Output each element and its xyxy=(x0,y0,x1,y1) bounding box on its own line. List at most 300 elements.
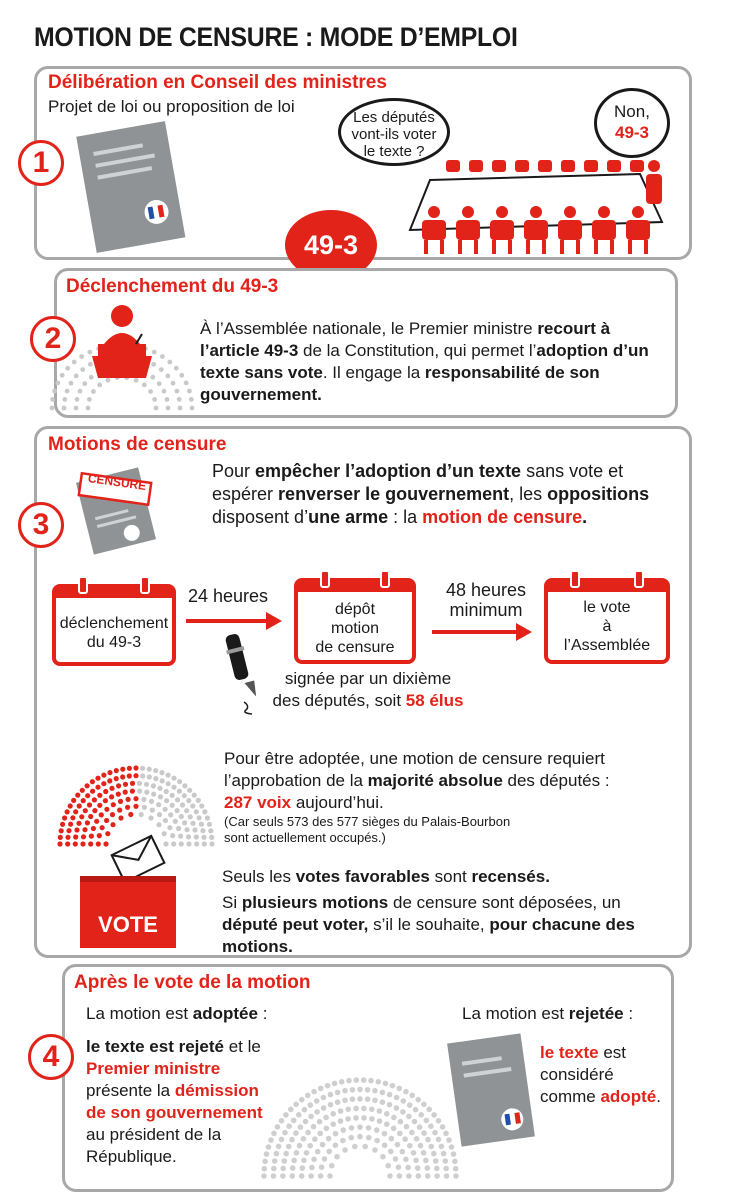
majority-block xyxy=(224,748,664,846)
seat-dot xyxy=(118,799,123,804)
majority-line2 xyxy=(224,770,664,792)
seat-dot xyxy=(380,1090,386,1096)
seat-dot xyxy=(425,1137,431,1143)
signature-note xyxy=(262,668,474,712)
seat-dot xyxy=(57,841,62,846)
seat-dot xyxy=(65,809,70,814)
chair-leg xyxy=(576,240,580,254)
seat-dot xyxy=(147,767,152,772)
seat-dot xyxy=(92,797,97,802)
minister-figure xyxy=(462,206,474,218)
seat-dot xyxy=(95,785,100,790)
seat-dot xyxy=(117,808,122,813)
chair-leg xyxy=(474,240,478,254)
seat-dot xyxy=(389,1136,395,1142)
seat-dot xyxy=(330,1121,336,1127)
seat-dot xyxy=(377,1118,383,1124)
seat-dot xyxy=(372,1088,378,1094)
minister-figure xyxy=(626,220,650,240)
seat-dot xyxy=(411,1150,417,1156)
seat-dot xyxy=(123,790,128,795)
seat-dot xyxy=(103,789,108,794)
step2-number: 2 xyxy=(30,316,76,362)
step3intro-segment: Pour xyxy=(212,461,256,481)
seat-dot xyxy=(366,1135,372,1141)
seat-dot xyxy=(276,1144,282,1150)
seat-dot xyxy=(434,1173,440,1179)
seat-dot xyxy=(436,1118,442,1124)
seat-dot xyxy=(160,778,165,783)
seat-dot xyxy=(391,1115,397,1121)
seat-dot xyxy=(372,1147,378,1153)
seat-dot xyxy=(190,803,195,808)
seat-dot xyxy=(89,375,94,380)
adopted-label-bold: adoptée xyxy=(192,1004,258,1023)
seat-dot xyxy=(104,818,109,823)
seat-dot xyxy=(407,1102,413,1108)
minister-figure xyxy=(428,206,440,218)
seat-dot xyxy=(157,786,162,791)
seat-dot xyxy=(88,362,93,367)
multiple-segment: plusieurs motions xyxy=(241,893,389,912)
seat-dot xyxy=(323,1115,329,1121)
seat-dot xyxy=(167,825,172,830)
signature-line2-prefix: des députés, soit xyxy=(272,691,406,710)
seat-dot xyxy=(82,381,87,386)
cal2-line2: motion xyxy=(330,620,380,637)
seat-dot xyxy=(335,1090,341,1096)
seat-dot xyxy=(321,1105,327,1111)
seat-dot xyxy=(120,774,125,779)
minister-figure xyxy=(524,220,548,240)
seat-dot xyxy=(194,834,199,839)
seat-dot xyxy=(279,1137,285,1143)
seat-dot xyxy=(92,808,97,813)
seat-dot xyxy=(421,1130,427,1136)
seat-dot xyxy=(286,1144,292,1150)
seat-dot xyxy=(309,1165,315,1171)
seat-dot xyxy=(116,783,121,788)
seat-dot xyxy=(353,1106,359,1112)
seat-dot xyxy=(315,1149,321,1155)
seat-dot xyxy=(171,381,176,386)
adopted-label xyxy=(86,1004,267,1024)
seat-dot xyxy=(436,1137,442,1143)
answer-line1: Non, xyxy=(614,102,650,121)
signature-line1: signée par un dixième xyxy=(284,669,452,688)
seat-dot xyxy=(362,1144,368,1150)
seat-dot xyxy=(97,383,102,388)
seat-dot xyxy=(65,841,70,846)
seat-dot xyxy=(342,1088,348,1094)
step1-subtitle: Projet de loi ou proposition de loi xyxy=(48,97,295,116)
seat-dot xyxy=(366,1125,372,1131)
seat-dot xyxy=(387,1173,393,1179)
seat-dot xyxy=(158,794,163,799)
chair-leg xyxy=(542,240,546,254)
seat-dot xyxy=(262,1159,268,1165)
minister-figure xyxy=(598,206,610,218)
seat-dot xyxy=(439,1144,445,1150)
seat-dot xyxy=(74,374,79,379)
favorable-segment: sont xyxy=(429,867,472,886)
seat-dot xyxy=(433,1158,439,1164)
seat-dot xyxy=(349,1125,355,1131)
seat-dot xyxy=(87,802,92,807)
calendar-ring-icon xyxy=(380,570,390,588)
seat-dot xyxy=(404,1124,410,1130)
seat-dot xyxy=(428,1124,434,1130)
seat-dot xyxy=(170,803,175,808)
seat-dot xyxy=(266,1144,272,1150)
seat-dot xyxy=(133,773,138,778)
adopted-segment: et le xyxy=(223,1037,261,1056)
seat-dot xyxy=(184,808,189,813)
seat-dot xyxy=(101,773,106,778)
seat-dot xyxy=(90,789,95,794)
seat-dot xyxy=(133,804,138,809)
seat-dot xyxy=(382,1142,388,1148)
seat-dot xyxy=(123,782,128,787)
seat-dot xyxy=(130,789,135,794)
step2text-segment: recourt à l’article 49-3 xyxy=(200,319,611,360)
seat-dot xyxy=(139,812,144,817)
seat-dot xyxy=(384,1121,390,1127)
seat-dot xyxy=(406,1114,412,1120)
multiple-segment: Si xyxy=(222,893,242,912)
arrow2-line2: minimum xyxy=(449,600,523,620)
seat-dot xyxy=(377,1108,383,1114)
seat-dot xyxy=(350,1087,356,1093)
chair-leg xyxy=(508,240,512,254)
seat-dot xyxy=(171,785,176,790)
seat-dot xyxy=(413,1107,419,1113)
seat-dot xyxy=(383,1081,389,1087)
seat-dot xyxy=(81,798,86,803)
seat-dot xyxy=(382,1131,388,1137)
seat-dot xyxy=(159,367,164,372)
seat-dot xyxy=(415,1165,421,1171)
seat-dot xyxy=(62,397,67,402)
seat-dot xyxy=(179,373,184,378)
seat-dot xyxy=(207,822,212,827)
step3intro-segment: , les xyxy=(509,484,548,504)
seat-dot xyxy=(142,383,147,388)
seat-dot xyxy=(83,808,88,813)
seat-dot xyxy=(431,1151,437,1157)
seat-dot xyxy=(307,1143,313,1149)
seat-dot xyxy=(357,1087,363,1093)
seat-dot xyxy=(114,776,119,781)
adopted-segment: au président de la République. xyxy=(86,1125,222,1166)
seat-dot xyxy=(148,815,153,820)
seat-dot xyxy=(384,1111,390,1117)
seat-dot xyxy=(426,1107,432,1113)
question-line1: Les députés xyxy=(353,109,435,126)
adopted-segment: démission de son gouvernement xyxy=(86,1081,263,1122)
seat-dot xyxy=(182,793,187,798)
seat-dot xyxy=(140,773,145,778)
seat-dot xyxy=(65,389,70,394)
seat-dot xyxy=(402,1136,408,1142)
seat-dot xyxy=(170,793,175,798)
seat-dot xyxy=(182,820,187,825)
seat-dot xyxy=(165,397,170,402)
seat-dot xyxy=(74,827,79,832)
step3intro-segment: . xyxy=(582,507,588,527)
council-table-illustration xyxy=(400,160,670,255)
rejected-segment: est considéré comme xyxy=(540,1043,626,1106)
seat-dot xyxy=(388,1149,394,1155)
seat-dot xyxy=(140,766,145,771)
step2text-segment: de la Constitution, qui permet l’ xyxy=(298,341,537,360)
adopted-label-suffix: : xyxy=(257,1004,268,1023)
cal1-line1: déclenchement xyxy=(59,615,169,632)
seat-dot xyxy=(125,805,130,810)
adopted-label-prefix: La motion est xyxy=(86,1004,193,1023)
adopted-segment: Premier ministre xyxy=(86,1059,221,1078)
chair-back xyxy=(446,160,460,172)
majority-line2-prefix: l’approbation de la xyxy=(224,771,368,790)
step1-number: 1 xyxy=(18,140,64,186)
chair-back xyxy=(561,160,575,172)
seat-dot xyxy=(290,1165,296,1171)
seat-dot xyxy=(159,770,164,775)
seat-dot xyxy=(335,1099,341,1105)
seat-dot xyxy=(333,1142,339,1148)
seat-dot xyxy=(175,808,180,813)
seat-dot xyxy=(147,774,152,779)
arrow2-line1: 48 heures xyxy=(445,580,527,600)
seat-dot xyxy=(209,841,214,846)
seat-dot xyxy=(261,1173,267,1179)
multiple-segment: de censure sont déposées, un xyxy=(388,893,621,912)
step3intro-segment: disposent d’ xyxy=(212,507,309,527)
seat-dot xyxy=(144,790,149,795)
seat-dot xyxy=(361,1115,367,1121)
chair-leg xyxy=(610,240,614,254)
seat-dot xyxy=(97,793,102,798)
seat-dot xyxy=(133,765,138,770)
seat-dot xyxy=(342,1098,348,1104)
seat-dot xyxy=(415,1097,421,1103)
arrow1-label: 24 heures xyxy=(188,586,269,606)
seat-dot xyxy=(365,1096,371,1102)
seat-dot xyxy=(168,812,173,817)
seat-dot xyxy=(80,788,85,793)
seat-dot xyxy=(387,1092,393,1098)
seat-dot xyxy=(262,1166,268,1172)
seat-dot xyxy=(283,1112,289,1118)
seat-dot xyxy=(69,381,74,386)
seat-dot xyxy=(86,406,91,411)
seat-dot xyxy=(324,1126,330,1132)
minister-figure xyxy=(558,220,582,240)
seat-dot xyxy=(385,1163,391,1169)
seat-dot xyxy=(293,1130,299,1136)
seat-dot xyxy=(286,1124,292,1130)
seat-dot xyxy=(369,1107,375,1113)
seat-dot xyxy=(85,793,90,798)
seat-dot xyxy=(372,1098,378,1104)
arrow1-line xyxy=(186,619,268,623)
seat-dot xyxy=(443,1166,449,1172)
seat-dot xyxy=(374,1127,380,1133)
seat-dot xyxy=(271,1131,277,1137)
seat-dot xyxy=(166,781,171,786)
step3intro-segment: une arme xyxy=(308,507,389,527)
seat-dot xyxy=(162,389,167,394)
podium-shape xyxy=(92,356,152,378)
cal2-line1: dépôt xyxy=(334,601,376,618)
seat-dot xyxy=(103,798,108,803)
majority-line3 xyxy=(224,792,664,814)
minister-figure xyxy=(496,206,508,218)
seat-dot xyxy=(176,826,181,831)
seat-dot xyxy=(275,1124,281,1130)
seat-dot xyxy=(178,406,183,411)
seat-dot xyxy=(357,1134,363,1140)
podium-shape xyxy=(111,305,133,327)
seat-dot xyxy=(85,820,90,825)
seat-dot xyxy=(299,1173,305,1179)
prime-minister-figure xyxy=(648,160,660,172)
rejected-segment: . xyxy=(656,1087,661,1106)
seat-dot xyxy=(59,828,64,833)
seat-dot xyxy=(397,1086,403,1092)
seat-dot xyxy=(368,1078,374,1084)
seat-dot xyxy=(66,828,71,833)
seat-dot xyxy=(106,378,111,383)
step3intro-segment: oppositions xyxy=(547,484,650,504)
seat-dot xyxy=(78,389,83,394)
seat-dot xyxy=(296,1112,302,1118)
majority-votes-suffix: aujourd’hui. xyxy=(291,793,384,812)
seat-dot xyxy=(177,789,182,794)
seat-dot xyxy=(440,1124,446,1130)
seat-dot xyxy=(361,1077,367,1083)
seat-dot xyxy=(174,366,179,371)
seat-dot xyxy=(116,792,121,797)
seat-dot xyxy=(62,406,67,411)
seat-dot xyxy=(311,1124,317,1130)
seat-dot xyxy=(332,1081,338,1087)
chair-back xyxy=(584,160,598,172)
bill-document-icon xyxy=(86,128,186,258)
seat-dot xyxy=(137,789,142,794)
seat-dot xyxy=(100,825,105,830)
chair-leg xyxy=(492,240,496,254)
minister-figure xyxy=(592,220,616,240)
seat-dot xyxy=(209,835,214,840)
seat-dot xyxy=(91,826,96,831)
rejected-outcome-text xyxy=(540,1042,674,1108)
seat-dot xyxy=(407,1143,413,1149)
seat-dot xyxy=(79,354,84,359)
seat-dot xyxy=(345,1116,351,1122)
seat-dot xyxy=(282,1130,288,1136)
seat-dot xyxy=(400,1109,406,1115)
seat-dot xyxy=(87,397,92,402)
seat-dot xyxy=(339,1079,345,1085)
seat-dot xyxy=(202,809,207,814)
seat-dot xyxy=(208,828,213,833)
prime-minister-figure xyxy=(646,174,662,204)
seat-dot xyxy=(341,1127,347,1133)
multiple-motions-text xyxy=(222,892,662,958)
seat-dot xyxy=(365,1087,371,1093)
seat-dot xyxy=(110,822,115,827)
seat-dot xyxy=(175,797,180,802)
seat-dot xyxy=(152,350,157,355)
seat-dot xyxy=(166,773,171,778)
rejected-label-suffix: : xyxy=(623,1004,634,1023)
favorable-segment: Seuls les xyxy=(222,867,296,886)
majority-line2-suffix: des députés : xyxy=(502,771,610,790)
seat-dot xyxy=(403,1157,409,1163)
seat-dot xyxy=(348,1135,354,1141)
seat-dot xyxy=(60,822,65,827)
seat-dot xyxy=(107,770,112,775)
signature-line2 xyxy=(262,690,474,712)
seat-dot xyxy=(320,1142,326,1148)
seat-dot xyxy=(163,807,168,812)
seat-dot xyxy=(130,781,135,786)
seat-dot xyxy=(142,805,147,810)
seat-dot xyxy=(369,1116,375,1122)
chair-leg xyxy=(440,240,444,254)
seat-dot xyxy=(318,1173,324,1179)
answer-bubble xyxy=(594,88,670,158)
seat-dot xyxy=(187,788,192,793)
minister-figure xyxy=(456,220,480,240)
seat-dot xyxy=(400,1149,406,1155)
minister-figure xyxy=(490,220,514,240)
seat-dot xyxy=(82,827,87,832)
calendar-ring-icon xyxy=(78,576,88,594)
seat-dot xyxy=(395,1142,401,1148)
seat-dot xyxy=(305,1093,311,1099)
seat-dot xyxy=(197,815,202,820)
step2-text xyxy=(200,318,670,406)
question-line2: vont-ils voter xyxy=(351,126,437,143)
seat-dot xyxy=(94,819,99,824)
seat-dot xyxy=(154,406,159,411)
seat-dot xyxy=(272,1158,278,1164)
seat-dot xyxy=(357,1124,363,1130)
adopted-segment: le texte est rejeté xyxy=(86,1037,224,1056)
seat-dot xyxy=(182,783,187,788)
rejected-label-prefix: La motion est xyxy=(462,1004,569,1023)
seat-dot xyxy=(205,815,210,820)
seat-dot xyxy=(325,1083,331,1089)
step2text-segment: adoption d’un texte sans vote xyxy=(200,341,649,382)
seat-dot xyxy=(177,397,182,402)
seat-dot xyxy=(167,360,172,365)
podium-shape xyxy=(104,333,140,344)
question-bubble xyxy=(338,98,450,166)
minister-figure xyxy=(564,206,576,218)
seat-dot xyxy=(75,793,80,798)
seat-dot xyxy=(157,812,162,817)
seat-dot xyxy=(293,1102,299,1108)
seat-dot xyxy=(291,1118,297,1124)
step2text-segment: À l’Assemblée nationale, le Premier ministre xyxy=(200,319,538,338)
answer-line2: 49-3 xyxy=(614,123,650,142)
seat-dot xyxy=(70,815,75,820)
seat-dot xyxy=(299,1097,305,1103)
seat-dot xyxy=(110,812,115,817)
